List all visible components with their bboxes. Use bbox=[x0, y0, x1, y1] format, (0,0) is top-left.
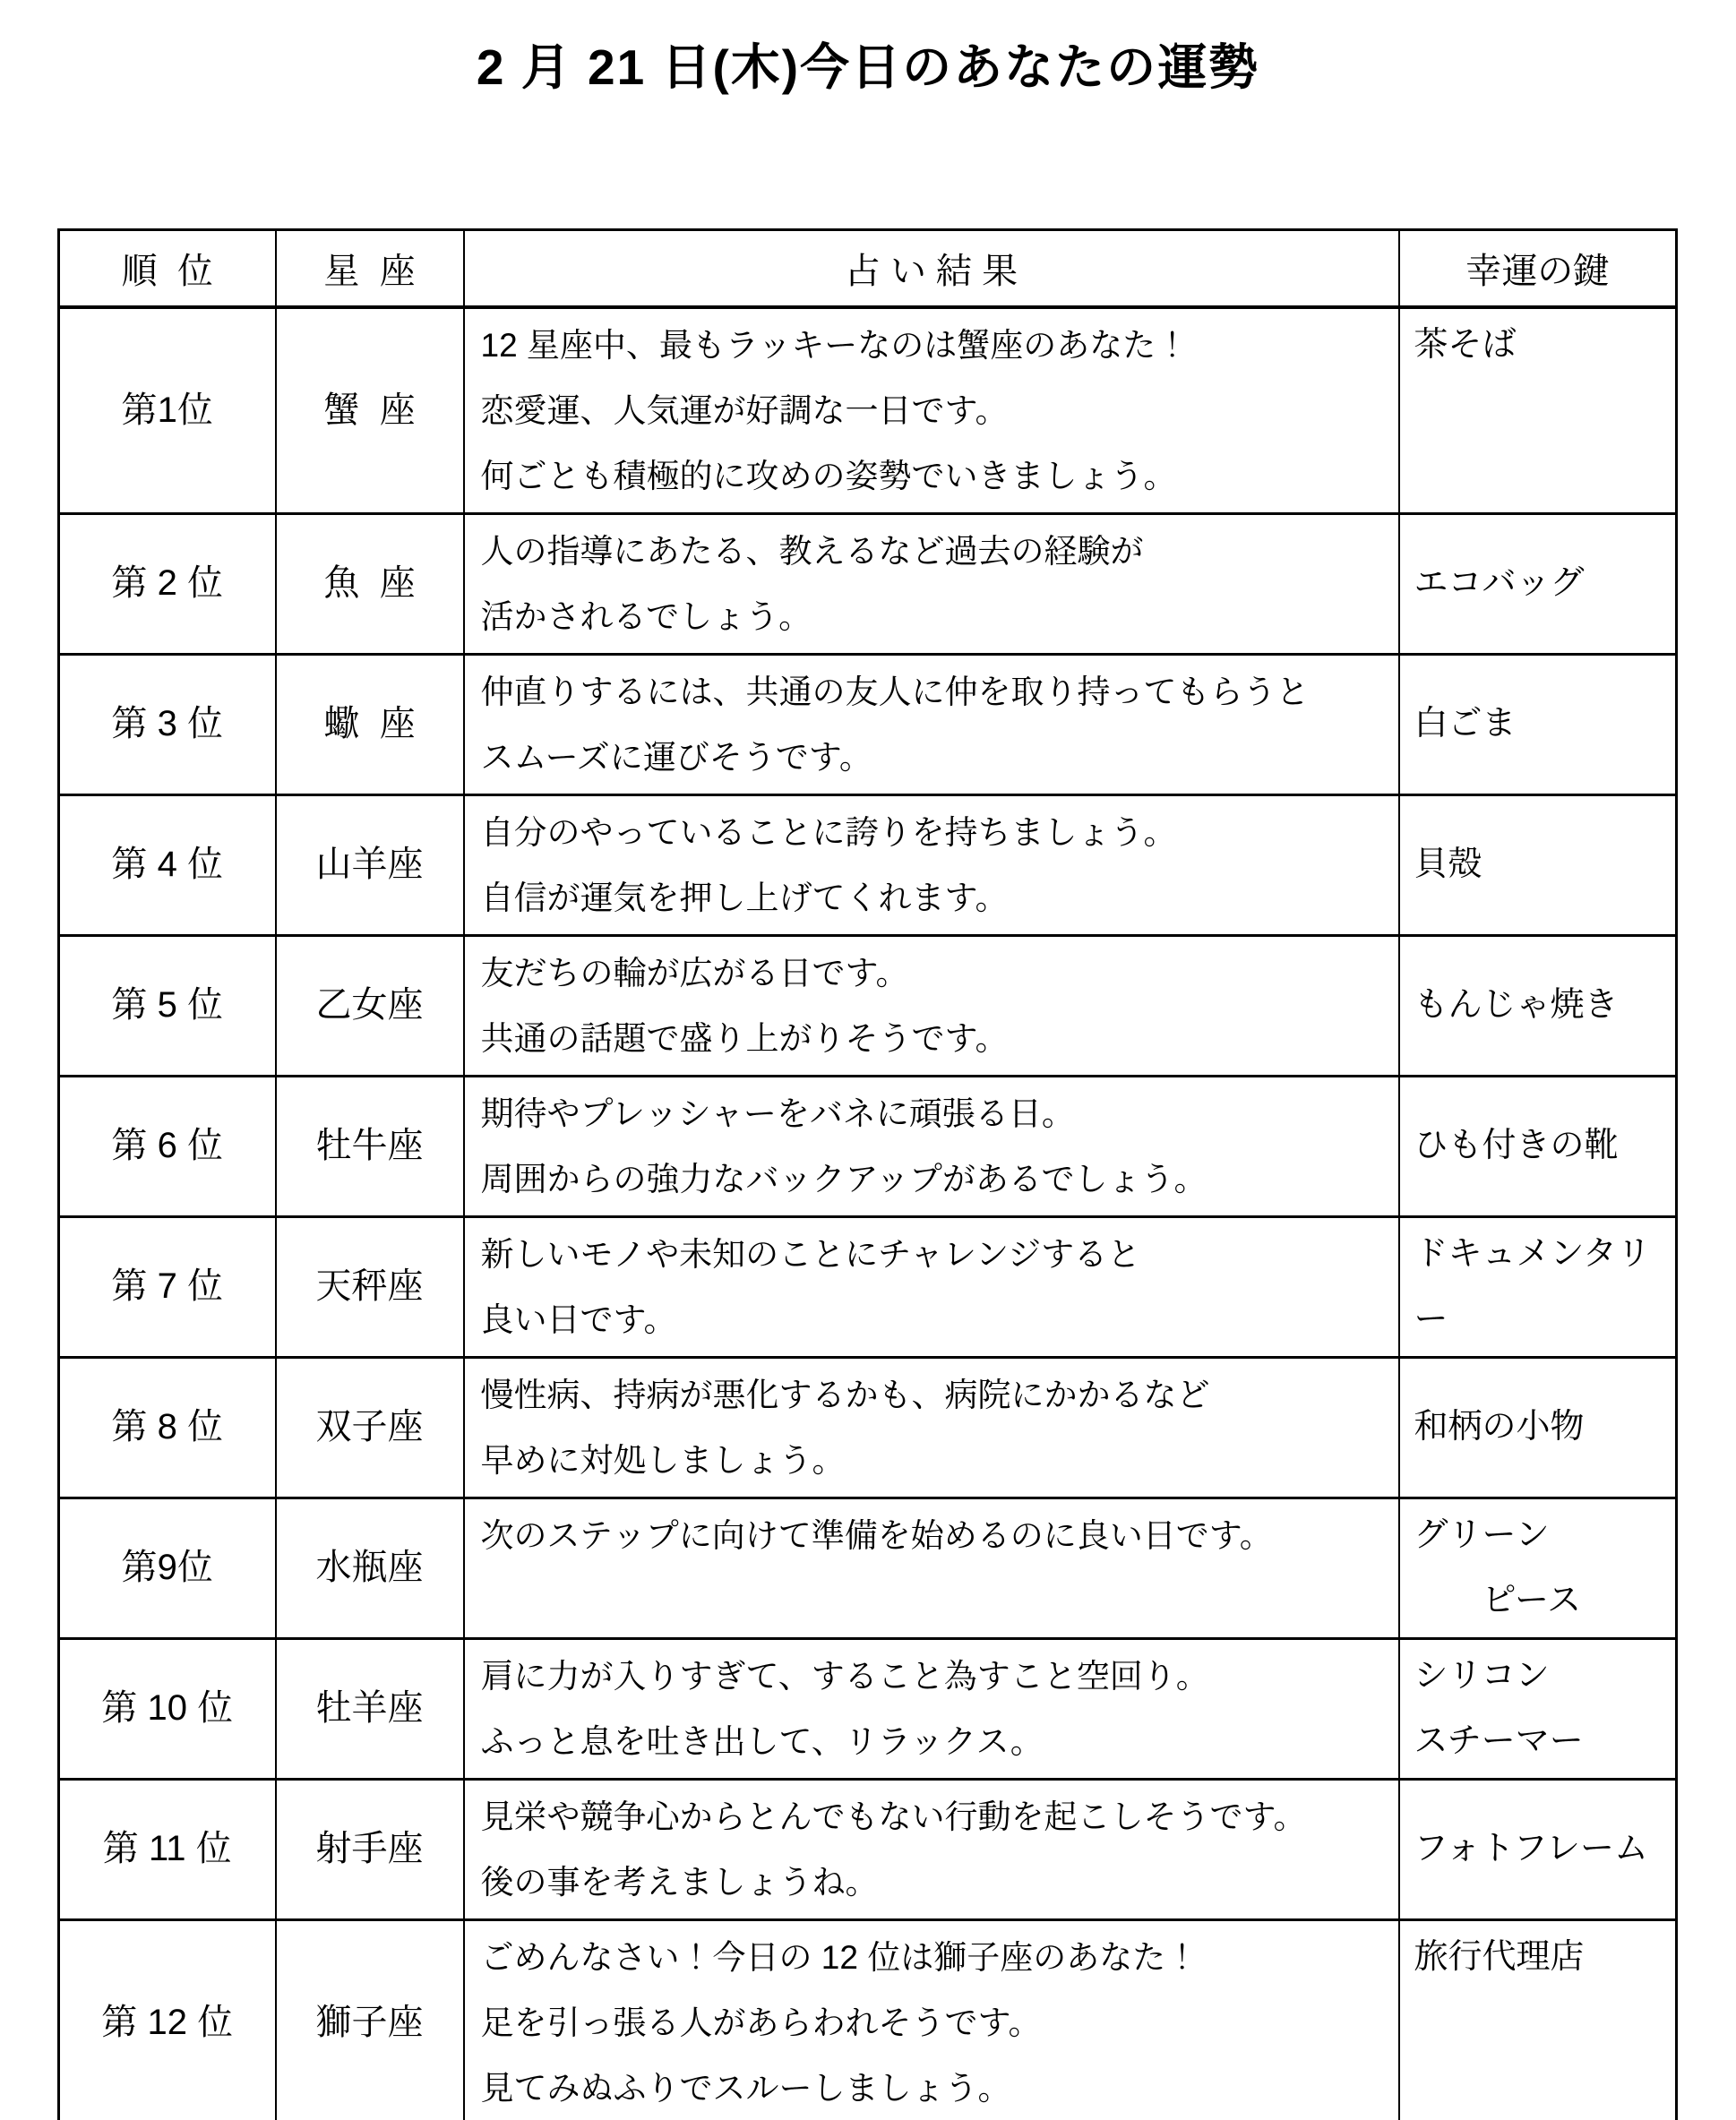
rank-cell: 第 4 位 bbox=[59, 794, 276, 935]
result-line: 早めに対処しましょう。 bbox=[480, 1441, 846, 1479]
result-line: 肩に力が入りすぎて、すること為すこと空回り。 bbox=[480, 1657, 1209, 1695]
table-row bbox=[59, 307, 1677, 514]
result-line: スムーズに運びそうです。 bbox=[480, 738, 872, 776]
result-cell bbox=[464, 654, 1399, 794]
header-sign: 星 座 bbox=[276, 230, 464, 307]
result-line: ごめんなさい！今日の 12 位は獅子座のあなた！ bbox=[480, 1938, 1199, 1976]
lucky-key-line: 旅行代理店 bbox=[1414, 1937, 1585, 1976]
result-cell bbox=[464, 1779, 1399, 1919]
lucky-key-line: シリコン bbox=[1414, 1656, 1550, 1695]
result-cell bbox=[464, 513, 1399, 654]
result-cell bbox=[464, 1076, 1399, 1216]
result-line: 友だちの輪が広がる日です。 bbox=[480, 954, 909, 991]
table-row bbox=[59, 513, 1677, 654]
sign-cell: 蠍 座 bbox=[276, 654, 464, 794]
header-result: 占 い 結 果 bbox=[464, 230, 1399, 307]
table-header-row bbox=[59, 230, 1677, 307]
lucky-key-line: ドキュメンタリ bbox=[1414, 1234, 1651, 1273]
result-line: 何ごとも積極的に攻めの姿勢でいきましょう。 bbox=[480, 457, 1177, 494]
lucky-key-line: 和柄の小物 bbox=[1414, 1408, 1585, 1446]
sign-cell: 獅子座 bbox=[276, 1919, 464, 2120]
table-row bbox=[59, 1638, 1677, 1779]
sign-cell: 乙女座 bbox=[276, 935, 464, 1076]
table-row bbox=[59, 1357, 1677, 1498]
table-row bbox=[59, 935, 1677, 1076]
lucky-key-line: もんじゃ焼き bbox=[1414, 986, 1619, 1024]
lucky-key-line: グリーン bbox=[1414, 1515, 1550, 1554]
result-line: ふっと息を吐き出して、リラックス。 bbox=[480, 1722, 1044, 1760]
lucky-cell bbox=[1399, 1779, 1677, 1919]
fortune-table bbox=[57, 228, 1678, 2120]
lucky-key-line: 茶そば bbox=[1414, 325, 1517, 364]
table-row bbox=[59, 1919, 1677, 2120]
table-row bbox=[59, 1498, 1677, 1638]
result-cell bbox=[464, 307, 1399, 514]
rank-cell: 第 3 位 bbox=[59, 654, 276, 794]
table-row bbox=[59, 1216, 1677, 1357]
lucky-cell bbox=[1399, 794, 1677, 935]
sign-cell: 牡羊座 bbox=[276, 1638, 464, 1779]
lucky-key-line: ピース bbox=[1414, 1581, 1582, 1619]
rank-cell: 第 12 位 bbox=[59, 1919, 276, 2120]
sign-cell: 天秤座 bbox=[276, 1216, 464, 1357]
result-line: 自分のやっていることに誇りを持ちましょう。 bbox=[480, 813, 1177, 851]
result-line: 次のステップに向けて準備を始めるのに良い日です。 bbox=[480, 1516, 1273, 1554]
header-rank: 順 位 bbox=[59, 230, 276, 307]
result-line: 新しいモノや未知のことにチャレンジすると bbox=[480, 1235, 1141, 1273]
table-row bbox=[59, 654, 1677, 794]
result-line: 慢性病、持病が悪化するかも、病院にかかるなど bbox=[480, 1376, 1210, 1413]
lucky-key-line: 白ごま bbox=[1414, 705, 1517, 742]
header-lucky: 幸運の鍵 bbox=[1399, 230, 1677, 307]
result-cell bbox=[464, 1357, 1399, 1498]
result-cell bbox=[464, 1638, 1399, 1779]
result-line: 12 星座中、最もラッキーなのは蟹座のあなた！ bbox=[480, 326, 1190, 364]
table-row bbox=[59, 1076, 1677, 1216]
result-line: 周囲からの強力なバックアップがあるでしょう。 bbox=[480, 1160, 1207, 1197]
rank-cell: 第 10 位 bbox=[59, 1638, 276, 1779]
lucky-cell bbox=[1399, 1919, 1677, 2120]
result-line: 良い日です。 bbox=[480, 1300, 677, 1338]
result-line: 共通の話題で盛り上がりそうです。 bbox=[480, 1019, 1009, 1057]
sign-cell: 蟹 座 bbox=[276, 307, 464, 514]
result-line: 活かされるでしょう。 bbox=[480, 597, 812, 635]
rank-cell: 第 7 位 bbox=[59, 1216, 276, 1357]
rank-cell: 第 8 位 bbox=[59, 1357, 276, 1498]
lucky-cell bbox=[1399, 1638, 1677, 1779]
lucky-key-line: スチーマー bbox=[1414, 1721, 1584, 1760]
table-row bbox=[59, 794, 1677, 935]
lucky-key-line: ー bbox=[1414, 1300, 1448, 1338]
result-line: 足を引っ張る人があらわれそうです。 bbox=[480, 2004, 1042, 2041]
sign-cell: 水瓶座 bbox=[276, 1498, 464, 1638]
sign-cell: 双子座 bbox=[276, 1357, 464, 1498]
result-cell bbox=[464, 935, 1399, 1076]
lucky-cell bbox=[1399, 1498, 1677, 1638]
lucky-cell bbox=[1399, 1076, 1677, 1216]
result-line: 自信が運気を押し上げてくれます。 bbox=[480, 879, 1009, 916]
result-line: 恋愛運、人気運が好調な一日です。 bbox=[480, 391, 1009, 429]
rank-cell: 第 11 位 bbox=[59, 1779, 276, 1919]
lucky-cell bbox=[1399, 935, 1677, 1076]
rank-cell: 第 5 位 bbox=[59, 935, 276, 1076]
sign-cell: 牡牛座 bbox=[276, 1076, 464, 1216]
lucky-cell bbox=[1399, 654, 1677, 794]
table-row bbox=[59, 1779, 1677, 1919]
lucky-cell bbox=[1399, 1216, 1677, 1357]
result-line: 期待やプレッシャーをバネに頑張る日。 bbox=[480, 1094, 1075, 1132]
fortune-table-body bbox=[59, 307, 1677, 2120]
rank-cell: 第 2 位 bbox=[59, 513, 276, 654]
result-cell bbox=[464, 1216, 1399, 1357]
sign-cell: 射手座 bbox=[276, 1779, 464, 1919]
lucky-key-line: 貝殻 bbox=[1414, 845, 1482, 883]
lucky-cell bbox=[1399, 1357, 1677, 1498]
lucky-cell bbox=[1399, 513, 1677, 654]
lucky-key-line: エコバッグ bbox=[1414, 564, 1585, 602]
result-cell bbox=[464, 794, 1399, 935]
result-cell bbox=[464, 1498, 1399, 1638]
rank-cell: 第9位 bbox=[59, 1498, 276, 1638]
result-line: 人の指導にあたる、教えるなど過去の経験が bbox=[480, 532, 1144, 570]
sign-cell: 魚 座 bbox=[276, 513, 464, 654]
result-line: 見栄や競争心からとんでもない行動を起こしそうです。 bbox=[480, 1798, 1307, 1835]
rank-cell: 第1位 bbox=[59, 307, 276, 514]
result-line: 後の事を考えましょうね。 bbox=[480, 1863, 879, 1901]
sign-cell: 山羊座 bbox=[276, 794, 464, 935]
result-line: 仲直りするには、共通の友人に仲を取り持ってもらうと bbox=[480, 673, 1310, 710]
result-line: 見てみぬふりでスルーしましょう。 bbox=[480, 2069, 1011, 2107]
lucky-key-line: フォトフレーム bbox=[1414, 1830, 1648, 1867]
result-cell bbox=[464, 1919, 1399, 2120]
lucky-key-line: ひも付きの靴 bbox=[1414, 1127, 1619, 1164]
lucky-cell bbox=[1399, 307, 1677, 514]
rank-cell: 第 6 位 bbox=[59, 1076, 276, 1216]
page-title: 2 月 21 日(木)今日のあなたの運勢 bbox=[476, 39, 1260, 95]
